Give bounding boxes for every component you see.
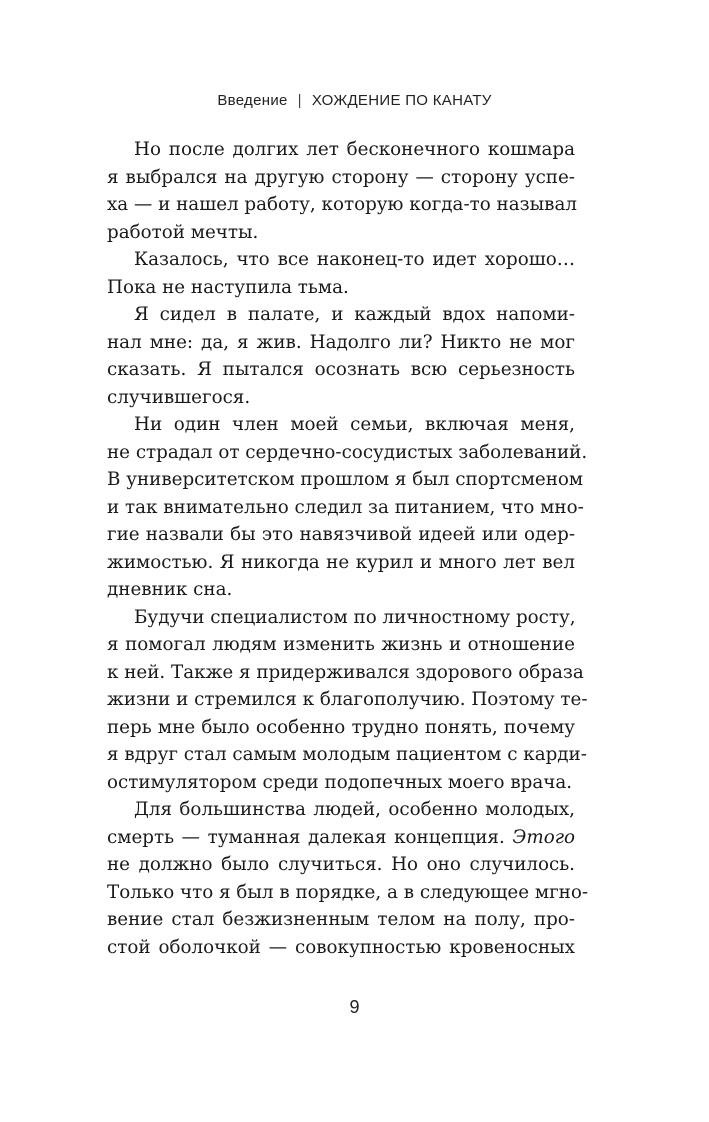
page-number: 9 — [349, 997, 360, 1017]
text-line: В университетском прошлом я был спортсменом — [107, 469, 584, 490]
paragraph — [107, 301, 575, 411]
text-line: Пока не наступила тьма. — [107, 276, 349, 298]
text-line: ха — и нашел работу, которую когда-то называл — [107, 194, 577, 215]
text-line: стой оболочкой — совокупностью кровеносных — [107, 936, 575, 958]
text-line: и так внимательно следил за питанием, что мно- — [107, 496, 584, 518]
paragraph — [107, 246, 575, 301]
text-line: Казалось, что все наконец-то идет хорошо… — [134, 249, 575, 270]
body-text — [107, 136, 589, 961]
running-head-chapter: ХОЖДЕНИЕ ПО КАНАТУ — [311, 92, 492, 109]
paragraph — [107, 136, 575, 246]
text-line: дневник сна. — [107, 579, 233, 600]
italic-word: Этого — [512, 826, 575, 848]
text-line: Будучи специалистом по личностному росту, — [134, 606, 576, 628]
text-line-with-italic — [107, 824, 575, 852]
paragraph — [107, 604, 588, 797]
paragraph — [107, 411, 588, 604]
text-line: жизни и стремился к благополучию. Поэтому те- — [107, 689, 588, 710]
text-line: вение стал безжизненным телом на полу, про- — [107, 909, 575, 930]
text-line: Но после долгих лет бесконечного кошмара — [134, 139, 575, 160]
text-line: случившегося. — [107, 386, 251, 408]
text-line-main: смерть — туманная далекая концепция. — [107, 826, 505, 848]
text-line: я помогал людям изменить жизнь и отношение — [107, 634, 575, 655]
text-line: не должно было случиться. Но оно случилось. — [107, 854, 575, 875]
text-line: к ней. Также я придерживался здорового образа — [107, 661, 584, 683]
text-line: перь мне было особенно трудно понять, почему — [107, 716, 575, 738]
text-line: Для большинства людей, особенно молодых, — [134, 799, 575, 820]
text-line: работой мечты. — [107, 221, 259, 243]
text-line: жимостью. Я никогда не курил и много лет вел — [107, 551, 575, 573]
running-head-separator: | — [297, 92, 302, 109]
text-line: сказать. Я пытался осознать всю серьезность — [107, 359, 575, 380]
paragraph — [107, 796, 589, 961]
text-line: я выбрался на другую сторону — сторону успе- — [107, 166, 575, 188]
text-line: я вдруг стал самым молодым пациентом с карди- — [107, 744, 587, 765]
text-line: остимулятором среди подопечных моего врача. — [107, 771, 573, 793]
text-line: Только что я был в порядке, а в следующее мгно- — [107, 881, 589, 903]
text-line: не страдал от сердечно-сосудистых заболеваний. — [107, 441, 588, 463]
text-line: гие назвали бы это навязчивой идеей или одер- — [107, 524, 575, 545]
running-head-section: Введение — [217, 92, 288, 109]
text-line: нал мне: да, я жив. Надолго ли? Никто не мог — [107, 331, 575, 353]
text-line: Я сидел в палате, и каждый вдох напоми- — [134, 304, 575, 325]
running-head — [0, 92, 709, 109]
text-line: Ни один член моей семьи, включая меня, — [134, 414, 575, 435]
